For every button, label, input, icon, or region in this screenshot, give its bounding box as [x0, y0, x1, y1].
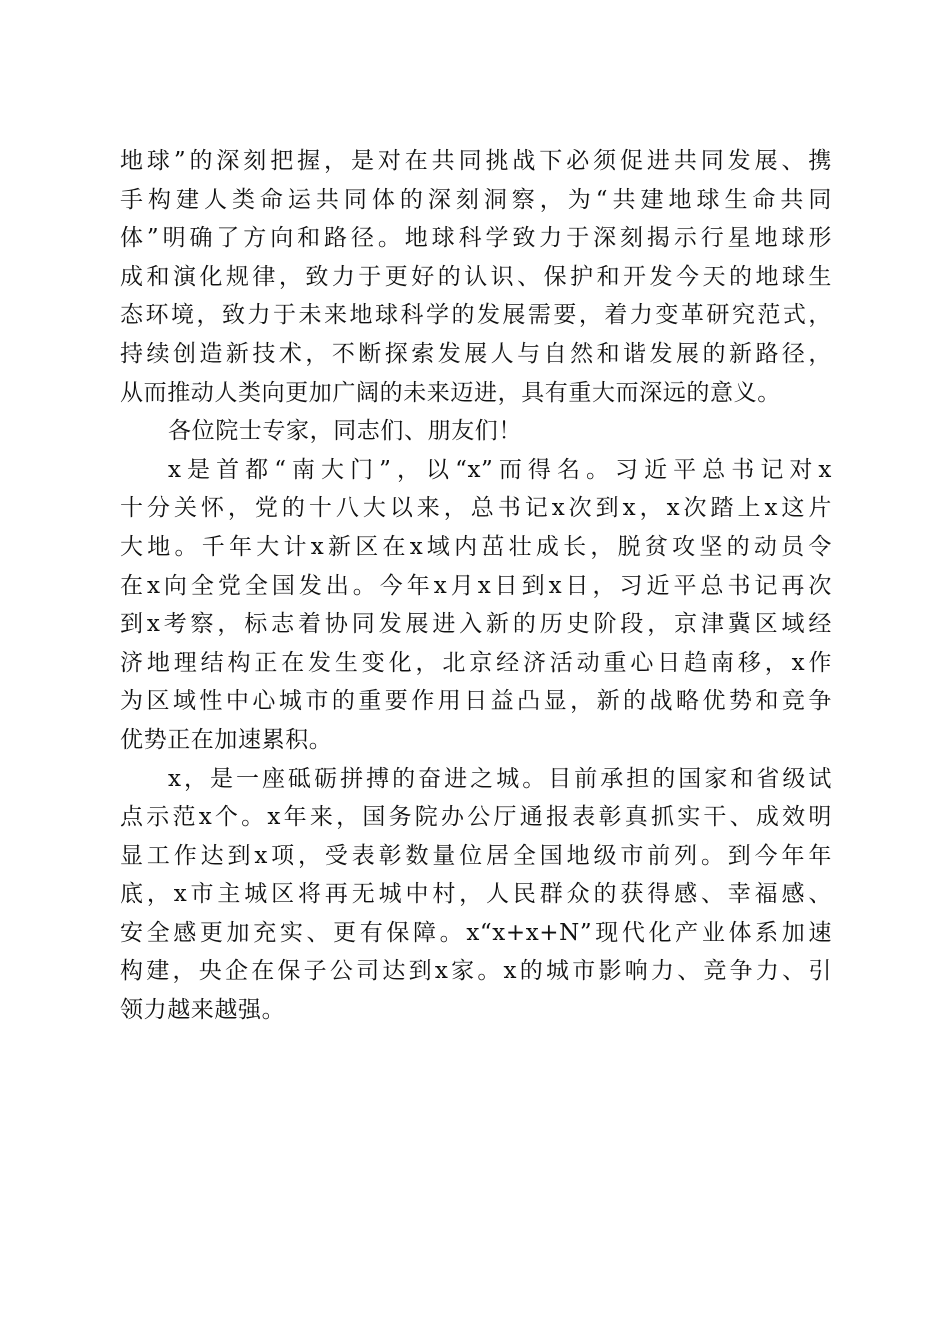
text-line: 在x向全党全国发出。今年x月x日到x日，习近平总书记再次 — [120, 572, 832, 599]
text-line: 领力越来越强。 — [120, 997, 286, 1024]
text-line: x，是一座砥砺拼搏的奋进之城。目前承担的国家和省级试 — [168, 765, 832, 792]
paragraph-city-progress — [120, 760, 832, 1030]
text-line: 济地理结构正在发生变化，北京经济活动重心日趋南移，x作 — [120, 649, 832, 676]
paragraph-earth-science — [120, 142, 832, 412]
paragraph-city-intro — [120, 451, 832, 760]
text-line: 为区域性中心城市的重要作用日益凸显，新的战略优势和竞争 — [120, 688, 832, 715]
text-line: 成和演化规律，致力于更好的认识、保护和开发今天的地球生 — [120, 263, 832, 290]
text-line: 安全感更加充实、更有保障。x“x+x+N”现代化产业体系加速 — [120, 919, 832, 946]
text-line: 显工作达到x项，受表彰数量位居全国地级市前列。到今年年 — [120, 842, 832, 869]
text-line: 体”明确了方向和路径。地球科学致力于深刻揭示行星地球形 — [120, 225, 832, 252]
text-line: 从而推动人类向更加广阔的未来迈进，具有重大而深远的意义。 — [120, 379, 781, 406]
text-line: 十分关怀，党的十八大以来，总书记x次到x，x次踏上x这片 — [120, 495, 832, 522]
document-body — [120, 142, 832, 1030]
text-line: x是首都“南大门”，以“x”而得名。习近平总书记对x — [168, 456, 832, 483]
text-line: 地球”的深刻把握，是对在共同挑战下必须促进共同发展、携 — [120, 148, 832, 174]
text-line: 手构建人类命运共同体的深刻洞察，为“共建地球生命共同 — [120, 186, 832, 213]
text-line: 态环境，致力于未来地球科学的发展需要，着力变革研究范式， — [120, 302, 832, 329]
text-line: 到x考察，标志着协同发展进入新的历史阶段，京津冀区域经 — [120, 611, 832, 638]
text-line: 底，x市主城区将再无城中村，人民群众的获得感、幸福感、 — [120, 881, 832, 908]
text-line: 各位院士专家，同志们、朋友们！ — [168, 418, 522, 445]
text-line: 点示范x个。x年来，国务院办公厅通报表彰真抓实干、成效明 — [120, 804, 832, 831]
text-line: 大地。千年大计x新区在x域内茁壮成长，脱贫攻坚的动员令 — [120, 533, 832, 560]
text-line: 持续创造新技术，不断探索发展人与自然和谐发展的新路径， — [120, 340, 832, 367]
text-line: 构建，央企在保子公司达到x家。x的城市影响力、竞争力、引 — [120, 958, 832, 985]
text-line: 优势正在加速累积。 — [120, 726, 333, 753]
paragraph-greeting — [120, 412, 832, 451]
